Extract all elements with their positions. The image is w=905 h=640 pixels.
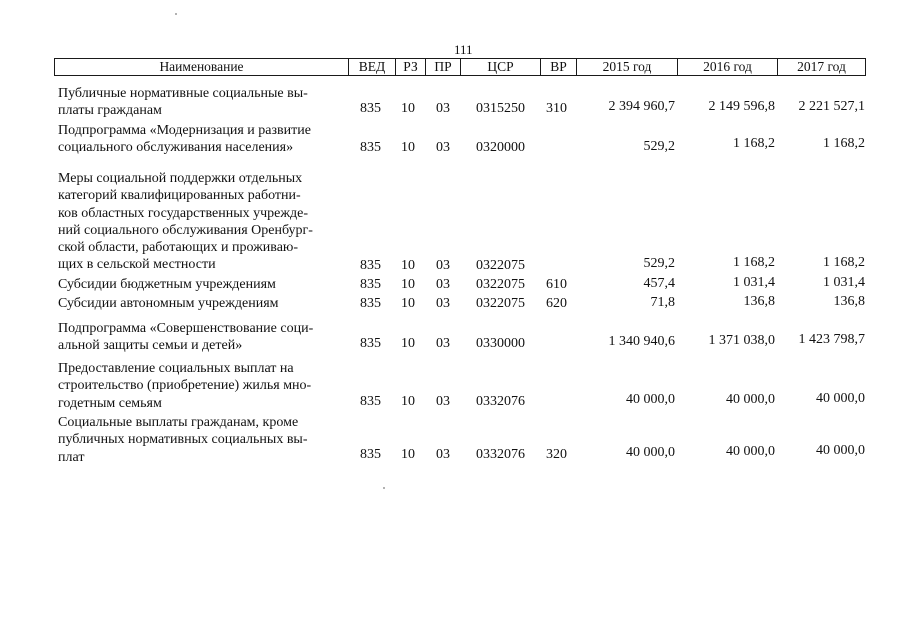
row-name <box>58 276 348 293</box>
header-pr: ПР <box>425 59 460 75</box>
row-name-line: годетным семьям <box>58 395 162 411</box>
cell-csr: 0320000 <box>476 140 525 155</box>
header-vr: ВР <box>540 59 576 75</box>
row-name <box>58 360 348 412</box>
cell-2016: 1 031,4 <box>733 275 775 290</box>
cell-vr: 610 <box>546 277 567 292</box>
row-name <box>58 320 348 355</box>
row-name-line: ний социального обслуживания Оренбург- <box>58 222 313 238</box>
cell-2017: 1 031,4 <box>823 275 865 290</box>
row-name-line: Меры социальной поддержки отдельных <box>58 171 303 186</box>
cell-2015: 529,2 <box>643 139 675 154</box>
header-2017: 2017 год <box>777 59 865 75</box>
cell-2017: 136,8 <box>833 294 865 309</box>
cell-pr: 03 <box>436 258 450 273</box>
cell-ved: 835 <box>360 258 381 273</box>
row-name <box>58 414 348 466</box>
cell-csr: 0322075 <box>476 258 525 273</box>
cell-2016: 40 000,0 <box>726 444 775 459</box>
row-name-line: Подпрограмма «Модернизация и развитие <box>58 123 311 138</box>
cell-2016: 1 168,2 <box>733 136 775 151</box>
cell-2017: 40 000,0 <box>816 443 865 458</box>
cell-2017: 40 000,0 <box>816 391 865 406</box>
cell-ved: 835 <box>360 336 381 351</box>
cell-ved: 835 <box>360 101 381 116</box>
cell-2015: 529,2 <box>643 256 675 271</box>
cell-ved: 835 <box>360 447 381 462</box>
row-name-line: Социальные выплаты гражданам, кроме <box>58 415 299 430</box>
cell-2017: 1 423 798,7 <box>798 332 865 347</box>
cell-rz: 10 <box>401 258 415 273</box>
cell-2017: 2 221 527,1 <box>798 99 865 114</box>
row-name-line: альной защиты семьи и детей» <box>58 338 243 354</box>
header-ved: ВЕД <box>348 59 395 75</box>
row-name-line: Подпрограмма «Совершенствование соци- <box>58 321 314 336</box>
cell-2016: 1 168,2 <box>733 255 775 270</box>
cell-2015: 40 000,0 <box>626 445 675 460</box>
cell-rz: 10 <box>401 296 415 311</box>
row-name-line: ской области, работающих и проживаю- <box>58 240 299 256</box>
row-name-line: платы гражданам <box>58 103 162 119</box>
row-name <box>58 85 348 120</box>
cell-csr: 0315250 <box>476 101 525 116</box>
cell-2016: 40 000,0 <box>726 392 775 407</box>
cell-csr: 0332076 <box>476 394 525 409</box>
cell-2015: 40 000,0 <box>626 392 675 407</box>
cell-2015: 457,4 <box>643 276 675 291</box>
cell-ved: 835 <box>360 140 381 155</box>
cell-rz: 10 <box>401 447 415 462</box>
cell-pr: 03 <box>436 140 450 155</box>
header-name: Наименование <box>159 59 244 74</box>
cell-pr: 03 <box>436 277 450 292</box>
cell-pr: 03 <box>436 296 450 311</box>
row-name-line: щих в сельской местности <box>58 257 216 273</box>
cell-2016: 1 371 038,0 <box>708 333 775 348</box>
page-number: 111 <box>454 42 473 57</box>
cell-csr: 0332076 <box>476 447 525 462</box>
row-name-line: Субсидии бюджетным учреждениям <box>58 277 276 292</box>
cell-ved: 835 <box>360 394 381 409</box>
row-name-line: Публичные нормативные социальные вы- <box>58 86 308 101</box>
cell-rz: 10 <box>401 394 415 409</box>
table-header <box>54 58 866 76</box>
cell-2017: 1 168,2 <box>823 136 865 151</box>
cell-rz: 10 <box>401 277 415 292</box>
row-name-line: Субсидии автономным учреждениям <box>58 296 279 311</box>
cell-pr: 03 <box>436 394 450 409</box>
cell-rz: 10 <box>401 101 415 116</box>
cell-ved: 835 <box>360 296 381 311</box>
cell-rz: 10 <box>401 140 415 155</box>
cell-ved: 835 <box>360 277 381 292</box>
row-name-line: Предоставление социальных выплат на <box>58 361 294 376</box>
header-rz: РЗ <box>395 59 425 75</box>
scan-speck <box>175 13 177 15</box>
row-name-line: социального обслуживания населения» <box>58 140 294 156</box>
row-name-line: строительство (приобретение) жилья мно- <box>58 378 312 394</box>
cell-pr: 03 <box>436 101 450 116</box>
cell-2016: 136,8 <box>743 294 775 309</box>
row-name-line: публичных нормативных социальных вы- <box>58 432 308 448</box>
cell-2015: 2 394 960,7 <box>608 99 675 114</box>
cell-2017: 1 168,2 <box>823 255 865 270</box>
cell-csr: 0330000 <box>476 336 525 351</box>
scan-speck <box>383 487 385 489</box>
row-name-line: ков областных государственных учрежде- <box>58 205 309 221</box>
row-name-line: плат <box>58 449 85 465</box>
header-2015: 2015 год <box>576 59 677 75</box>
cell-rz: 10 <box>401 336 415 351</box>
header-2016: 2016 год <box>677 59 777 75</box>
cell-csr: 0322075 <box>476 277 525 292</box>
cell-csr: 0322075 <box>476 296 525 311</box>
cell-2016: 2 149 596,8 <box>708 99 775 114</box>
row-name <box>58 122 348 157</box>
cell-2015: 1 340 940,6 <box>608 334 675 349</box>
row-name <box>58 170 348 274</box>
row-name <box>58 295 348 312</box>
row-name-line: категорий квалифицированных работни- <box>58 188 301 204</box>
header-csr: ЦСР <box>460 59 540 75</box>
cell-pr: 03 <box>436 336 450 351</box>
cell-vr: 320 <box>546 447 567 462</box>
cell-vr: 310 <box>546 101 567 116</box>
cell-2015: 71,8 <box>650 295 675 310</box>
cell-pr: 03 <box>436 447 450 462</box>
cell-vr: 620 <box>546 296 567 311</box>
